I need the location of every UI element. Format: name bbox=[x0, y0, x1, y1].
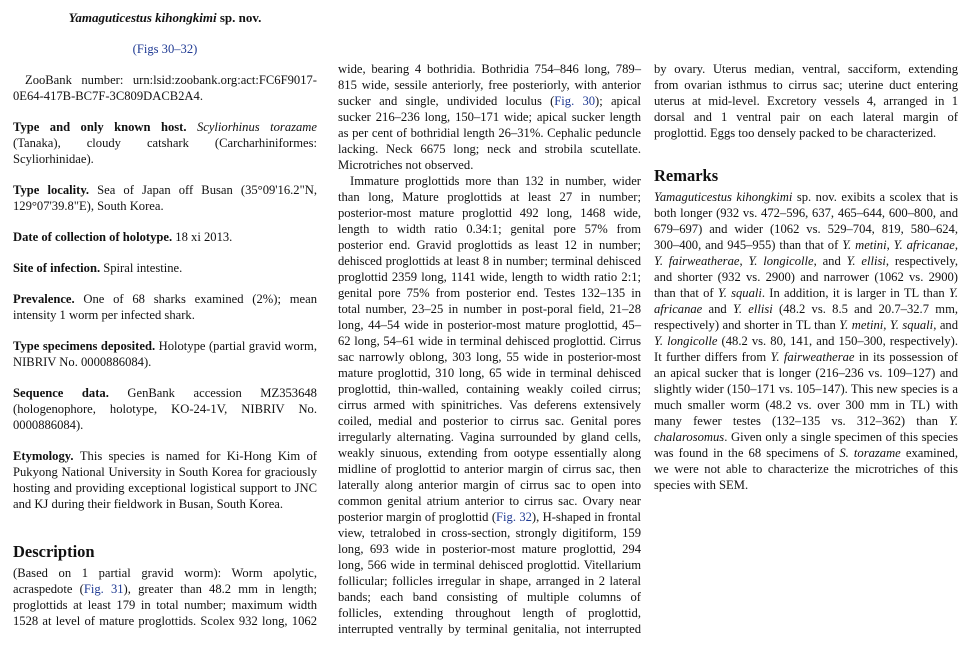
text-segment: One of 68 sharks examined (2%); mean intensity 1 worm per infected shark. bbox=[13, 292, 317, 322]
taxon-name: Yamaguticestus kihongkimi bbox=[654, 190, 793, 204]
text-segment: sp. nov. exibits a scolex that is both longer (932 vs. 472–596, 637, 465–644, 600–800, and 679–697) and wider (1062 vs. 529–704, 819, 580–624, 300–400, and 945–955) than that of bbox=[654, 190, 958, 252]
field-label: Type specimens deposited. bbox=[13, 339, 159, 353]
remarks-heading: Remarks bbox=[654, 166, 719, 185]
field-label: Type and only known host. bbox=[13, 120, 197, 134]
text-segment: ), H-shaped in frontal view, tetralobed in cross-section, strongly digitiform, 159 long, 693 wide in posterior-most mature proglottid, 294 long, 566 wide in terminal dehisced proglottid. Vitellarium follicular; follicles irregular in shape, arranged in 2 lateral bands; each band consisting of multiple columns of follicles, extending throughout length of proglottid, interrupted ventrally by terminal genitalia, not interrupted bbox=[338, 510, 641, 636]
taxon-name: Y. fairweatherae bbox=[654, 254, 740, 268]
description-paragraph bbox=[338, 61, 641, 173]
taxon-name: Y. ellisi bbox=[846, 254, 886, 268]
text-segment: , bbox=[739, 254, 749, 268]
figs-link[interactable]: (Figs 30–32) bbox=[132, 42, 198, 56]
description-paragraph bbox=[13, 565, 317, 629]
figure-link[interactable]: Fig. 32 bbox=[496, 510, 532, 524]
taxon-name: Y. metini bbox=[839, 318, 884, 332]
text-segment: . In addition, it is larger in TL than bbox=[761, 286, 949, 300]
text-segment: (48.2 vs. 80, 141, and 150–300, respectively). It further differs from bbox=[654, 334, 958, 364]
text-segment: (Tanaka), cloudy catshark (Carcharhiniformes: Scyliorhinidae). bbox=[13, 136, 317, 166]
description-heading: Description bbox=[13, 542, 95, 561]
summary-paragraph bbox=[13, 260, 317, 276]
field-label: Type locality. bbox=[13, 183, 98, 197]
description-paragraph bbox=[654, 61, 958, 141]
summary-paragraph bbox=[13, 72, 317, 104]
figure-link[interactable]: Fig. 31 bbox=[83, 582, 124, 596]
summary-paragraph bbox=[13, 385, 317, 433]
summary-paragraph bbox=[13, 229, 317, 245]
taxon-name: Y. squali bbox=[717, 286, 762, 300]
taxonomic-summary bbox=[13, 72, 317, 512]
figure-link[interactable]: Fig. 30 bbox=[554, 94, 596, 108]
title-suffix: sp. nov. bbox=[216, 10, 262, 25]
summary-paragraph bbox=[13, 182, 317, 214]
taxon-name: Y. longicolle bbox=[654, 334, 718, 348]
description-paragraph bbox=[338, 173, 641, 637]
text-segment: (48.2 vs. 8.5 and 20.7–32.7 mm, respectively) and shorter in TL than bbox=[654, 302, 959, 332]
field-label: Etymology. bbox=[13, 449, 80, 463]
text-segment: This species is named for Ki-Hong Kim of Pukyong National University in South Korea for graciously hosting and providing exceptional logistical support to JNC and KJ during their fieldwork in Busan, South Korea. bbox=[13, 449, 317, 511]
summary-paragraph bbox=[13, 448, 317, 512]
summary-paragraph bbox=[13, 291, 317, 323]
column-1 bbox=[13, 10, 317, 644]
text-segment: and bbox=[702, 302, 734, 316]
column-2 bbox=[338, 61, 641, 637]
text-segment: ZooBank number: urn:lsid:zoobank.org:act:FC6F9017-0E64-417B-BC7F-3C809DACB2A4. bbox=[13, 73, 317, 103]
summary-paragraph bbox=[13, 119, 317, 167]
text-segment: in its possession of an apical sucker that is longer (216–236 vs. 109–127) and slightly wider (150–171 vs. 105–147). This new species is a much smaller worm (48.2 vs. over 300 mm in TL) with many fewer testes (132–135 vs. 312–362) than bbox=[654, 350, 958, 428]
text-segment: 18 xi 2013. bbox=[175, 230, 233, 244]
text-segment: ); apical sucker 216–236 long, 150–171 wide; apical sucker length as per cent of bothridial length 26–31%. Cephalic peduncle lacking. Neck 6675 long; neck and strobila scutellate. Microtriches not observed. bbox=[338, 94, 642, 172]
text-segment: ), greater than 48.2 mm in length; proglottids at least 179 in total number; maximum width 1528 at level of mature proglottids. Scolex 932 long, 1062 bbox=[13, 582, 317, 628]
text-segment: Sea of Japan off Busan (35°09'16.2"N, 129°07'39.8"E), South Korea. bbox=[13, 183, 317, 213]
field-label: Date of collection of holotype. bbox=[13, 230, 176, 244]
taxon-name: Scyliorhinus torazame bbox=[196, 120, 317, 134]
text-segment: wide, bearing 4 bothridia. Bothridia 754–846 long, 789–815 wide, sessile anteriorly, free posteriorly, with anterior sucker and single, undivided loculus ( bbox=[338, 62, 641, 108]
text-segment: Spiral intestine. bbox=[103, 261, 183, 275]
text-segment: GenBank accession MZ353648 (hologenophore, holotype, KO-24-1V, NIBRIV No. 0000886084). bbox=[13, 386, 317, 432]
species-title bbox=[13, 10, 317, 26]
taxon-name: Y. africanae bbox=[654, 286, 958, 316]
taxon-name: Y. chalarosomus bbox=[654, 414, 958, 444]
taxon-name: S. torazame bbox=[839, 446, 901, 460]
title-genus-species: Yamaguticestus kihongkimi bbox=[68, 10, 217, 25]
summary-paragraph bbox=[13, 338, 317, 370]
text-segment: , bbox=[886, 238, 894, 252]
field-label: Site of infection. bbox=[13, 261, 104, 275]
text-segment: , bbox=[954, 238, 958, 252]
text-segment: (Based on 1 partial gravid worm): Worm apolytic, acraspedote ( bbox=[13, 566, 317, 596]
remarks-paragraph bbox=[654, 189, 958, 493]
text-segment: , bbox=[883, 318, 890, 332]
taxon-name: Y. africanae bbox=[893, 238, 955, 252]
taxon-name: Y. squali bbox=[889, 318, 934, 332]
text-segment: , and bbox=[813, 254, 847, 268]
taxon-name: Y. ellisi bbox=[733, 302, 773, 316]
taxon-name: Y. longicolle bbox=[748, 254, 814, 268]
text-segment: . Given only a single specimen of this species was found in the 68 specimens of bbox=[654, 430, 958, 460]
text-segment: , and bbox=[933, 318, 959, 332]
column-3 bbox=[654, 61, 958, 493]
taxon-name: Y. fairweatherae bbox=[770, 350, 855, 364]
text-segment: Immature proglottids more than 132 in number, wider than long, Mature proglottids at least 27 in number; posterior-most mature proglottid 492 long, 1468 wide, length to width ratio 0.34:1; genital pore 57% from posterior end. Gravid proglottids as least 12 in number; dehisced proglottids at least 8 in number; terminal dehisced proglottid 2359 long, 1141 wide, length to width ratio 2:1; genital pore 75% from posterior end. Testes 132–135 in total number, 23–25 in number in post-poral field, 21–28 long, 44–54 wide in posterior-most mature proglottid, 45–62 long, 54–61 wide in terminal dehisced proglottid. Cirrus sac narrowly oblong, 303 long, 55 wide in posterior-most mature proglottid, 310 long, 65 wide in terminal dehisced proglottid, thin-walled, containing weakly coiled cirrus; cirrus armed with spinitriches. Vas deferens extensively coiled, medial and posterior to cirrus sac. Genital pores irregularly alternating. Vagina surrounded by gland cells, weakly sinuous, extending from ootype essentially along midline of proglottid to anterior margin of cirrus sac, then laterally along anterior margin of cirrus sac to open into common genital atrium anterior to cirrus sac. Ovary near posterior margin of proglottid ( bbox=[338, 174, 641, 524]
text-segment: examined, we were not able to characterize the microtriches of this species with SEM. bbox=[654, 446, 958, 492]
text-segment: Holotype (partial gravid worm, NIBRIV No. 0000886084). bbox=[13, 339, 317, 369]
field-label: Prevalence. bbox=[13, 292, 84, 306]
field-label: Sequence data. bbox=[13, 386, 128, 400]
text-segment: by ovary. Uterus median, ventral, sacciform, extending from ovarian isthmus to cirrus sac; uterine duct entering uterus at mid-level. Excretory vessels 4, arranged in 1 dorsal and 1 ventral pair on each lateral margin of proglottid. Eggs too densely packed to be characterized. bbox=[654, 62, 958, 140]
taxon-name: Y. metini bbox=[842, 238, 887, 252]
text-segment: , respectively, and shorter (932 vs. 2900) and narrower (1062 vs. 2900) than that of bbox=[654, 254, 958, 300]
